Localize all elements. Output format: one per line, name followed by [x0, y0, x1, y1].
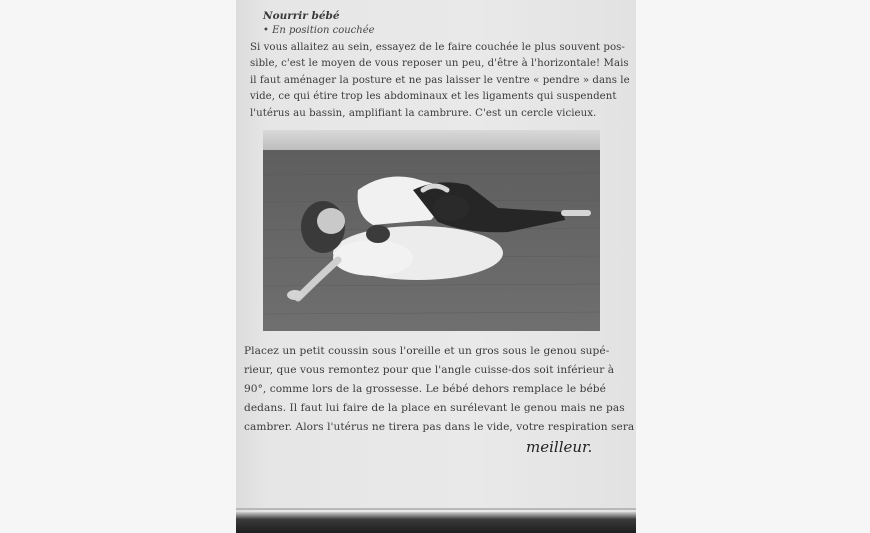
text-line: Placez un petit coussin sous l'oreille et un gros sous le genou supé-: [244, 345, 610, 357]
text-line: Si vous allaitez au sein, essayez de le faire couchée le plus souvent pos-: [250, 42, 625, 53]
text-line: rieur, que vous remontez pour que l'angle cuisse-dos soit inférieur à: [244, 364, 615, 376]
breastfeeding-position-illustration: [263, 130, 600, 331]
page-bottom-shadow: [236, 512, 636, 533]
illustration-photo: [263, 130, 600, 331]
text-line: dedans. Il faut lui faire de la place en surélevant le genou mais ne pas: [244, 402, 625, 414]
paragraph-2: [244, 342, 635, 437]
text-line: l'utérus au bassin, amplifiant la cambrure. C'est un cercle vicieux.: [250, 107, 597, 119]
text-line: 90°, comme lors de la grossesse. Le bébé dehors remplace le bébé: [244, 383, 606, 395]
text-line: cambrer. Alors l'utérus ne tirera pas dans le vide, votre respiration sera: [244, 421, 635, 433]
page-edge-line: [236, 508, 636, 510]
text-line: vide, ce qui étire trop les abdominaux et les ligaments qui suspendent: [250, 91, 617, 103]
text-line: sible, c'est le moyen de vous reposer un peu, d'être à l'horizontale! Mais: [250, 58, 629, 70]
section-title: Nourrir bébé: [263, 10, 340, 22]
paragraph-1: [250, 40, 630, 122]
handwritten-note: meilleur.: [526, 438, 593, 456]
text-line: il faut aménager la posture et ne pas laisser le ventre « pendre » dans le: [250, 74, 630, 86]
subsection-title: • En position couchée: [263, 25, 375, 36]
book-page: [236, 0, 636, 517]
